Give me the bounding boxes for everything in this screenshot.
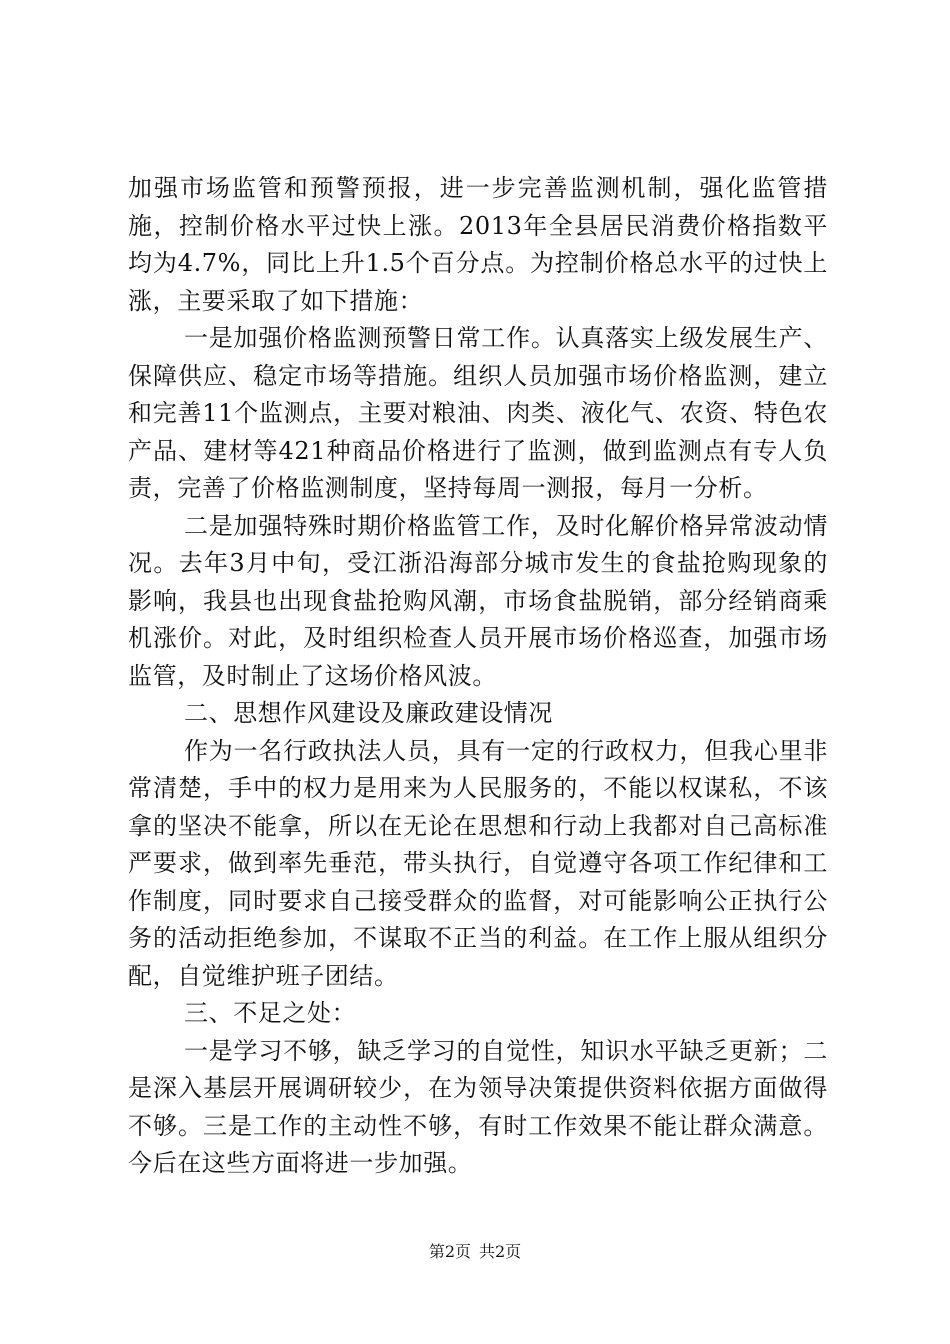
paragraph-measure-two: 二是加强特殊时期价格监管工作，及时化解价格异常波动情况。去年3月中旬，受江浙沿海部分城市发生的食盐抢购现象的影响，我县也出现食盐抢购风潮，市场食盐脱销，部分经销商乘机涨价。对此，及时组织检查人员开展市场价格巡查，加强市场监管，及时制止了这场价格风波。 xyxy=(128,511,828,690)
page-total: 共2页 xyxy=(479,1242,522,1261)
paragraph-integrity: 作为一名行政执法人员，具有一定的行政权力，但我心里非常清楚，手中的权力是用来为人民服务的，不能以权谋私，不该拿的坚决不能拿，所以在无论在思想和行动上我都对自己高标准严要求，做到率先垂范，带头执行，自觉遵守各项工作纪律和工作制度，同时要求自己接受群众的监督，对可能影响公正执行公务的活动拒绝参加，不谋取不正当的利益。在工作上服从组织分配，自觉维护班子团结。 xyxy=(128,736,828,990)
page-footer xyxy=(0,1242,950,1262)
paragraph-intro: 加强市场监管和预警预报，进一步完善监测机制，强化监管措施，控制价格水平过快上涨。2013年全县居民消费价格指数平均为4.7%，同比上升1.5个百分点。为控制价格总水平的过快上涨，主要采取了如下措施： xyxy=(128,174,828,315)
paragraph-measure-one: 一是加强价格监测预警日常工作。认真落实上级发展生产、保障供应、稳定市场等措施。组织人员加强市场价格监测，建立和完善11个监测点，主要对粮油、肉类、液化气、农资、特色农产品、建材等421种商品价格进行了监测，做到监测点有专人负责，完善了价格监测制度，坚持每周一测报，每月一分析。 xyxy=(128,324,828,502)
section-heading-shortcomings: 三、不足之处： xyxy=(184,999,357,1027)
section-heading-integrity: 二、思想作风建设及廉政建设情况 xyxy=(184,699,553,727)
document-body xyxy=(128,170,828,1183)
paragraph-shortcomings: 一是学习不够，缺乏学习的自觉性，知识水平缺乏更新；二是深入基层开展调研较少，在为领导决策提供资料依据方面做得不够。三是工作的主动性不够，有时工作效果不能让群众满意。今后在这些方面将进一步加强。 xyxy=(128,1036,828,1177)
page-number: 第2页 xyxy=(428,1242,471,1261)
